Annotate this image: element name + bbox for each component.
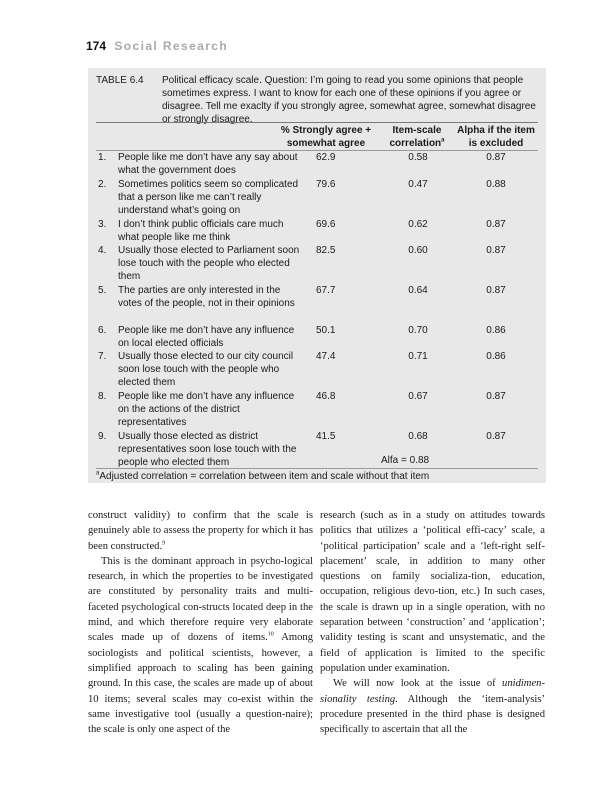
column-header-item-scale — [384, 124, 450, 150]
row-item-text: Usually those elected to our city council soon lose touch with the people who elected them — [118, 351, 294, 388]
row-item-text: The parties are only interested in the votes of the people, not in their opinions — [118, 285, 295, 309]
row-number: 1. — [98, 152, 107, 163]
row-percent: 82.5 — [316, 245, 336, 256]
emphasis-text: unidimen-sionality testing — [320, 678, 545, 705]
column-header-line: Item-scale — [392, 125, 442, 136]
paragraph-text: Among sociologists and political scientists, however, a simplified approach to scaling has been gaining ground. In this case, the scales are made up of about 10 items; several scales may co-exist within the same investigative tool (usually a question-naire); the scale is only one aspect of the — [88, 632, 313, 736]
table-bottom-rule — [96, 468, 538, 469]
running-head — [86, 39, 228, 53]
row-correlation: 0.68 — [408, 431, 428, 442]
column-header-line: is excluded — [468, 138, 524, 149]
paragraph-text: We will now look at the issue of — [333, 678, 503, 690]
row-percent: 67.7 — [316, 285, 336, 296]
alfa-total: Alfa = 0.88 — [381, 455, 430, 466]
row-correlation: 0.64 — [408, 285, 428, 296]
header-rule-top — [96, 122, 538, 123]
endnote-marker: 10 — [267, 631, 274, 638]
row-alpha: 0.87 — [486, 431, 506, 442]
column-header-line: Alpha if the item — [457, 125, 535, 136]
row-correlation: 0.67 — [408, 391, 428, 402]
row-alpha: 0.87 — [486, 219, 506, 230]
row-correlation: 0.62 — [408, 219, 428, 230]
row-correlation: 0.71 — [408, 351, 428, 362]
row-number: 7. — [98, 351, 107, 362]
table-footnote — [96, 470, 429, 483]
column-header-line: % Strongly agree + — [280, 125, 372, 136]
row-percent: 79.6 — [316, 179, 336, 190]
row-alpha: 0.87 — [486, 391, 506, 402]
table-caption — [96, 74, 540, 126]
column-header-line — [384, 137, 450, 150]
body-column-right — [320, 508, 545, 737]
paragraph: research (such as in a study on attitudes towards politics that utilizes a ‘political effi-cacy’ scale, a ‘political participation’ scale and a ‘left-right self-placement’ scale, in addition to many other questions on family socializa-tion, education, occupation, religious devo-tion, etc.) In such cases, the scale is drawn up in a single operation, with no separation between ‘construction’ and ‘application’; validity testing is scant and unsystematic, and the field of application is limited to the specific population under examination. — [320, 510, 545, 674]
paragraph-text: . Although the ‘item-analysis’ procedure presented in the third phase is designed specifically to ascertain that all the — [320, 693, 546, 736]
column-header-strongly-agree — [276, 124, 376, 150]
column-header-alpha — [452, 124, 540, 150]
row-item-text: People like me don’t have any influence on the actions of the district representatives — [118, 391, 295, 428]
row-percent: 47.4 — [316, 351, 336, 362]
paragraph — [88, 554, 313, 738]
row-percent: 41.5 — [316, 431, 336, 442]
row-number: 4. — [98, 245, 107, 256]
row-alpha: 0.88 — [486, 179, 506, 190]
row-item-text: Usually those elected to Parliament soon lose touch with the people who elected them — [118, 245, 300, 282]
row-correlation: 0.60 — [408, 245, 428, 256]
political-efficacy-table — [88, 68, 546, 483]
row-correlation: 0.47 — [408, 179, 428, 190]
row-percent: 62.9 — [316, 152, 336, 163]
running-title: Social Research — [114, 39, 229, 53]
row-alpha: 0.87 — [486, 285, 506, 296]
row-number: 9. — [98, 431, 107, 442]
page-number: 174 — [86, 39, 107, 53]
paragraph-text: This is the dominant approach in psycho-logical research, in which the properties to be investigated are constituted by personality traits and multi-faceted psychological con-structs located deep in the mind, and which therefore require very elaborate scales made up of dozens of items. — [88, 555, 313, 644]
table-label: TABLE 6.4 — [96, 75, 144, 86]
row-item-text: People like me don’t have any influence on local elected officials — [118, 325, 295, 349]
row-item-text: People like me don’t have any say about what the government does — [118, 152, 298, 176]
column-header-line: somewhat agree — [286, 138, 366, 149]
row-item-text: Sometimes politics seem so complicated that a person like me can’t really understand what’s going on — [118, 179, 299, 216]
row-percent: 50.1 — [316, 325, 336, 336]
row-percent: 46.8 — [316, 391, 336, 402]
paragraph-text: construct validity) to confirm that the scale is genuinely able to assess the property for which it has been constructed. — [88, 510, 313, 552]
row-alpha: 0.87 — [486, 245, 506, 256]
body-column-left — [88, 508, 313, 737]
column-header-text: correlation — [389, 138, 442, 149]
footnote-text: Adjusted correlation = correlation between item and scale without that item — [99, 471, 430, 482]
row-number: 5. — [98, 285, 107, 296]
row-percent: 69.6 — [316, 219, 336, 230]
row-item-text: I don’t think public officials care much what people like me think — [118, 219, 284, 243]
footnote-marker: a — [96, 470, 100, 477]
row-alpha: 0.86 — [486, 325, 506, 336]
row-correlation: 0.58 — [408, 152, 428, 163]
row-number: 3. — [98, 219, 107, 230]
row-item-text: Usually those elected as district representatives soon lose touch with the people who elected them — [118, 431, 297, 468]
endnote-marker: 9 — [162, 540, 166, 547]
row-number: 6. — [98, 325, 107, 336]
row-correlation: 0.70 — [408, 325, 428, 336]
footnote-marker: a — [441, 137, 445, 144]
table-caption-text: Political efficacy scale. Question: I’m going to read you some opinions that people sometimes express. I want to know for each one of these opinions if you agree or disagree. Tell me exaclty if you strongly agree, somewhat agree, somewhat disagree or strongly disagree. — [162, 75, 536, 125]
row-number: 8. — [98, 391, 107, 402]
row-number: 2. — [98, 179, 107, 190]
row-alpha: 0.87 — [486, 152, 506, 163]
paragraph — [320, 676, 545, 737]
row-alpha: 0.86 — [486, 351, 506, 362]
paragraph — [88, 508, 313, 554]
